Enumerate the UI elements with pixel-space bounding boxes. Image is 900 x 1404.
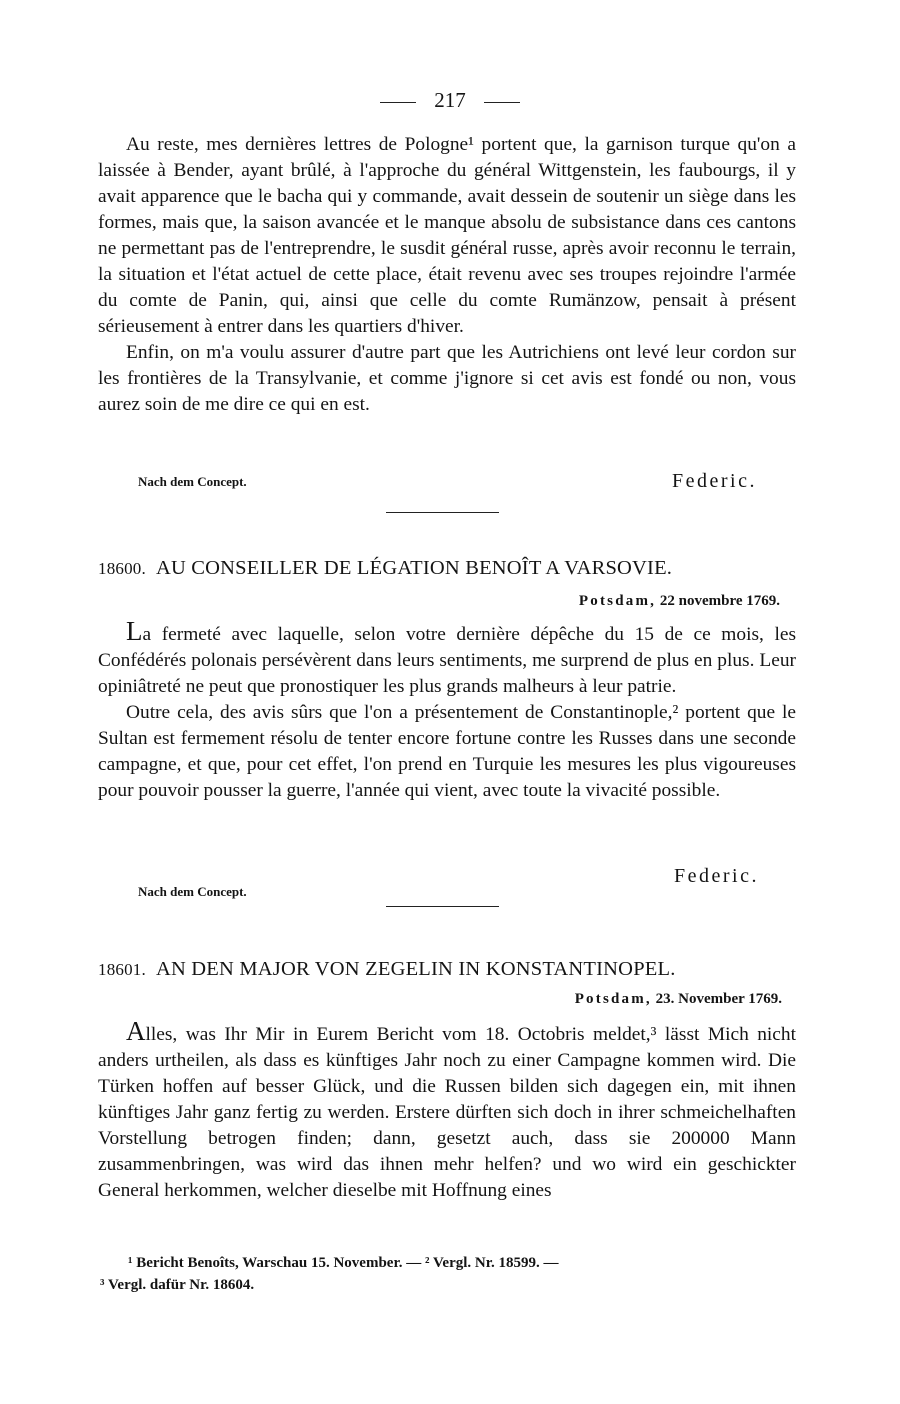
paragraph: Enfin, on m'a voulu assurer d'autre part que les Autrichiens ont levé leur cordon sur les frontières de la Transylvanie, et comme j'ignore si cet avis est fondé ou non, vous aurez soin de me dire ce qui en est.: [98, 342, 796, 415]
paragraph: La fermeté avec laquelle, selon votre dernière dépêche du 15 de ce mois, les Confédérés polonais persévèrent dans leurs sentiments, me surprend de plus en plus. Leur opiniâtreté ne peut que pronostiquer les plus grands malheurs à leur patrie.: [98, 616, 796, 697]
letter-title: AU CONSEILLER DE LÉGATION BENOÎT A VARSOVIE.: [155, 557, 673, 579]
signature: Federic.: [674, 865, 759, 887]
source-note: Nach dem Concept.: [138, 884, 247, 899]
section-divider: [386, 906, 499, 907]
header-dash-right: [484, 102, 520, 103]
dateline-place: Potsdam,: [578, 593, 657, 609]
footnote-line: ³ Vergl. dafür Nr. 18604.: [100, 1277, 255, 1293]
letter-title: AN DEN MAJOR VON ZEGELIN IN KONSTANTINOPEL.: [155, 958, 676, 980]
dateline-date: 23. November 1769.: [655, 991, 782, 1007]
dateline-place: Potsdam,: [574, 991, 652, 1007]
dateline: [579, 593, 780, 610]
previous-letter-body: [98, 132, 796, 418]
paragraph: Au reste, mes dernières lettres de Pologne¹ portent que, la garnison turque qu'on a laissée à Bender, ayant brûlé, à l'approche du général Wittgenstein, les faubourgs, il y avait apparence que le bacha qui y commande, avait dessein de soutenir un siège dans les formes, mais que, la saison avancée et le manque absolu de subsistance dans ces cantons ne permettant pas de l'entreprendre, le susdit général russe, après avoir reconnu le terrain, la situation et l'état actuel de cette place, était revenu avec ses troupes rejoindre l'armée du comte de Panin, qui, ainsi que celle du comte Rumänzow, pensait à présent sérieusement à entrer dans les quartiers d'hiver.: [98, 134, 796, 337]
footnotes: [100, 1252, 800, 1296]
letter-number: 18601.: [98, 960, 146, 979]
page-number: 217: [434, 88, 466, 112]
signature: Federic.: [672, 470, 757, 492]
dateline: [575, 991, 782, 1008]
letter-heading-18601: [98, 958, 796, 981]
page-header: [0, 88, 900, 113]
letter-18601-body: [98, 1018, 796, 1204]
letter-number: 18600.: [98, 559, 146, 578]
source-note: Nach dem Concept.: [138, 474, 247, 489]
paragraph: Outre cela, des avis sûrs que l'on a présentement de Constantinople,² portent que le Sultan est fermement résolu de tenter encore fortune contre les Russes dans une seconde campagne, et que, pour cet effet, l'on prend en Turquie les mesures les plus vigoureuses pour pouvoir pousser la guerre, l'année qui vient, avec toute la vivacité possible.: [98, 702, 796, 801]
section-divider: [386, 512, 499, 513]
paragraph: Alles, was Ihr Mir in Eurem Bericht vom 18. Octobris meldet,³ lässt Mich nicht anders urtheilen, als dass es künftiges Jahr noch zu einer Campagne kommen wird. Die Türken hoffen auf besser Glück, und die Russen bilden sich dagegen ein, mit ihnen künftiges Jahr ganz fertig zu werden. Erstere dürften sich doch in ihrer schmeichelhaften Vorstellung betrogen finden; dann, gesetzt auch, dass sie 200000 Mann zusammenbringen, was wird das ihnen mehr helfen? und wo wird ein geschickter General herkommen, welcher dieselbe mit Hoffnung eines: [98, 1016, 796, 1201]
dateline-date: 22 novembre 1769.: [659, 593, 780, 609]
letter-heading-18600: [98, 557, 796, 580]
letter-18600-body: [98, 618, 796, 804]
header-dash-left: [380, 102, 416, 103]
footnote-line: ¹ Bericht Benoîts, Warschau 15. November. — ² Vergl. Nr. 18599. —: [128, 1255, 559, 1271]
